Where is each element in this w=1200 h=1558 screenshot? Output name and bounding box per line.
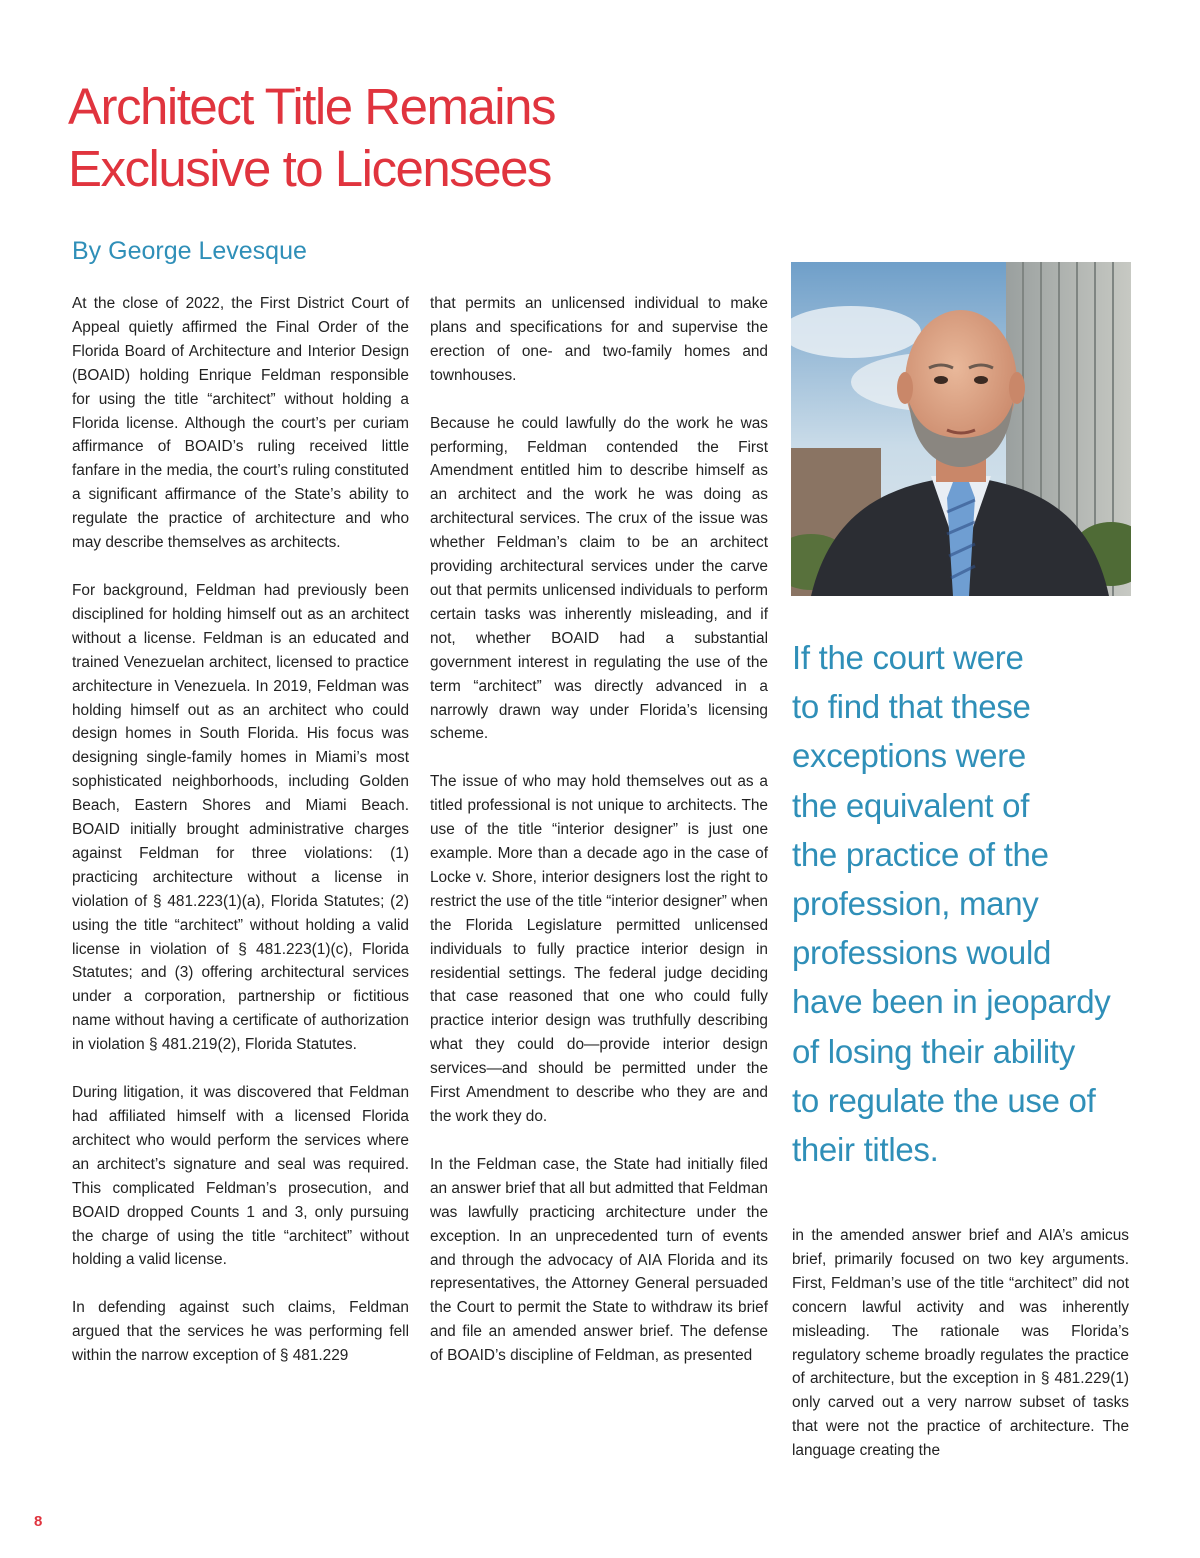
pull-quote (792, 633, 1137, 1174)
pull-quote-line: their titles. (792, 1131, 939, 1169)
title-line-2: Exclusive to Licensees (68, 140, 551, 197)
title-line-1: Architect Title Remains (68, 78, 556, 135)
pull-quote-line: the practice of the (792, 835, 1049, 873)
pull-quote-line: to find that these (792, 688, 1031, 726)
paragraph: Because he could lawfully do the work he was performing, Feldman contended the First Amendment entitled him to describe himself as an architect and the work he was doing as architectural services. The crux of the issue was whether Feldman’s claim to be an architect providing architectural services under the carve out that permits unlicensed individuals to perform certain tasks was inherently misleading, and if not, whether BOAID had a substantial government interest in regulating the use of the term “architect” was directly advanced in a narrowly drawn way under Florida’s licensing scheme. (430, 414, 768, 743)
column-3 (792, 1224, 1129, 1463)
paragraph: in the amended answer brief and AIA’s amicus brief, primarily focused on two key arguments. First, Feldman’s use of the title “architect” did not concern lawful activity and was inherently misleading. The rationale was Florida’s regulatory scheme broadly regulates the practice of architecture, but the exception in § 481.229(1) only carved out a very narrow subset of tasks that were not the practice of architecture. The language creating the (792, 1227, 1129, 1460)
author-photo (791, 262, 1131, 596)
page-number: 8 (34, 1513, 43, 1530)
paragraph: For background, Feldman had previously been disciplined for holding himself out as an architect without a license. Feldman is an educated and trained Venezuelan architect, licensed to practice architecture in Venezuela. In 2019, Feldman was holding himself out as an architect who could design homes in South Florida. His focus was designing single-family homes in Miami’s most sophisticated neighborhoods, including Golden Beach, Eastern Shores and Miami Beach. BOAID initially brought administrative charges against Feldman for three violations: (1) practicing architecture without a license in violation of § 481.223(1)(a), Florida Statutes; (2) using the title “architect” without holding a valid license in violation of § 481.223(1)(c), Florida Statutes; and (3) offering architectural services under a corporation, partnership or fictitious name without having a certificate of authorization in violation § 481.219(2), Florida Statutes. (72, 581, 409, 1054)
pull-quote-line: to regulate the use of (792, 1081, 1096, 1119)
pull-quote-line: profession, many (792, 885, 1039, 923)
column-2 (430, 292, 768, 1368)
paragraph: During litigation, it was discovered that Feldman had affiliated himself with a licensed Florida architect who would perform the services where an architect’s signature and seal was required. This complicated Feldman’s prosecution, and BOAID dropped Counts 1 and 3, only pursuing the charge of using the title “architect” without holding a valid license. (72, 1084, 409, 1269)
pull-quote-line: of losing their ability (792, 1032, 1075, 1070)
pull-quote-line: exceptions were (792, 737, 1026, 775)
paragraph: In the Feldman case, the State had initially filed an answer brief that all but admitted that Feldman was lawfully practicing architecture under the exception. In an unprecedented turn of events and through the advocacy of AIA Florida and its representatives, the Attorney General persuaded the Court to permit the State to withdraw its brief and file an amended answer brief. The defense of BOAID’s discipline of Feldman, as presented (430, 1155, 768, 1365)
paragraph: In defending against such claims, Feldman argued that the services he was performing fell within the narrow exception of § 481.229 (72, 1299, 409, 1365)
pull-quote-line: have been in jeopardy (792, 983, 1111, 1021)
pull-quote-line: the equivalent of (792, 786, 1030, 824)
pull-quote-line: professions would (792, 934, 1052, 972)
paragraph: The issue of who may hold themselves out as a titled professional is not unique to architects. The use of the title “interior designer” is just one example. More than a decade ago in the case of Locke v. Shore, interior designers lost the right to restrict the use of the title “interior designer” when the Florida Legislature permitted unlicensed individuals to fully practice interior design in residential settings. The federal judge deciding that case reasoned that one who could fully practice interior design was truthfully describing what they could do—provide interior design services—and should be permitted under the First Amendment to describe who they are and the work they do. (430, 773, 768, 1125)
article-title (68, 76, 788, 200)
paragraph: that permits an unlicensed individual to make plans and specifications for and supervise the erection of one- and two-family homes and townhouses. (430, 295, 768, 384)
paragraph: At the close of 2022, the First District Court of Appeal quietly affirmed the Final Order of the Florida Board of Architecture and Interior Design (BOAID) holding Enrique Feldman responsible for using the title “architect” without holding a Florida license. Although the court’s per curiam affirmance of BOAID’s ruling received little fanfare in the media, the court’s ruling constituted a significant affirmance of the State’s ability to regulate the practice of architecture and who may describe themselves as architects. (72, 295, 409, 552)
column-1 (72, 292, 409, 1368)
byline: By George Levesque (72, 237, 307, 265)
pull-quote-line: If the court were (792, 639, 1024, 676)
